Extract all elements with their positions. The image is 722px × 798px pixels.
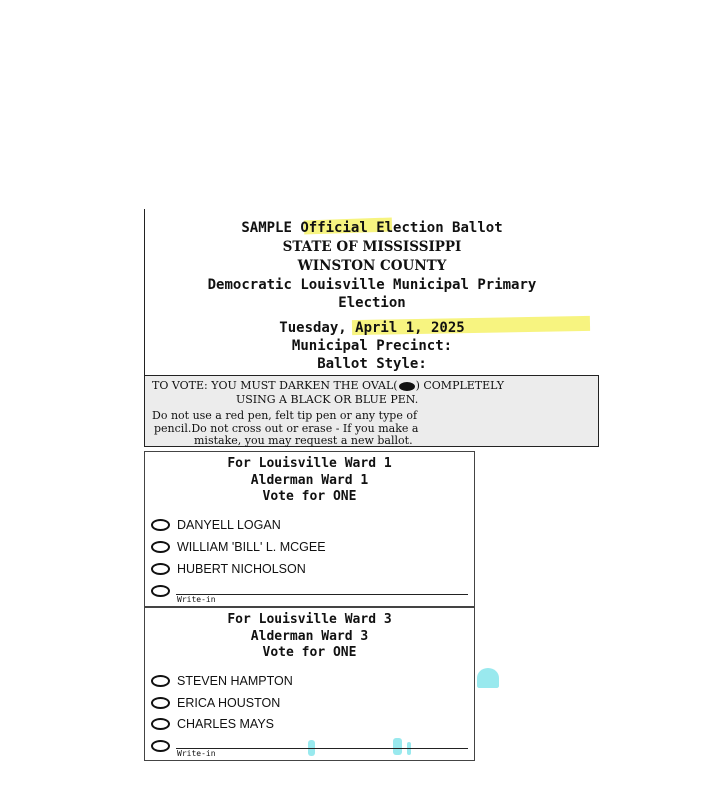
filled-oval-icon xyxy=(399,382,415,391)
candidate-option[interactable] xyxy=(151,516,281,534)
candidate-option[interactable] xyxy=(151,694,280,712)
county-name: WINSTON COUNTY xyxy=(297,258,447,274)
writein-option[interactable] xyxy=(151,582,177,600)
instruction-line-2: USING A BLACK OR BLUE PEN. xyxy=(236,393,419,406)
instruction-line-5: mistake, you may request a new ballot. xyxy=(194,434,413,447)
writein-line[interactable] xyxy=(176,748,468,749)
instruction-line-3: Do not use a red pen, felt tip pen or any type of xyxy=(152,409,418,422)
contest-vote-for: Vote for ONE xyxy=(262,645,357,660)
writein-line[interactable] xyxy=(176,594,468,595)
vote-oval[interactable] xyxy=(151,697,170,709)
precinct-label: Municipal Precinct: xyxy=(291,338,453,354)
vote-oval[interactable] xyxy=(151,718,170,730)
candidate-option[interactable] xyxy=(151,672,293,690)
stray-mark xyxy=(477,668,499,688)
candidate-option[interactable] xyxy=(151,715,274,733)
candidate-option[interactable] xyxy=(151,538,326,556)
vote-oval[interactable] xyxy=(151,563,170,575)
contest-title: For Louisville Ward 3 xyxy=(227,612,392,627)
candidate-name: DANYELL LOGAN xyxy=(177,518,281,532)
candidate-option[interactable] xyxy=(151,560,306,578)
contest-vote-for: Vote for ONE xyxy=(262,489,357,504)
contest-ward-1 xyxy=(144,451,475,607)
writein-label: Write-in xyxy=(177,595,216,604)
candidate-name: STEVEN HAMPTON xyxy=(177,674,293,688)
writein-label: Write-in xyxy=(177,749,216,758)
contest-office: Alderman Ward 3 xyxy=(250,629,369,644)
vote-oval[interactable] xyxy=(151,585,170,597)
ballot-header xyxy=(144,209,599,375)
contest-office: Alderman Ward 1 xyxy=(250,473,369,488)
writein-option[interactable] xyxy=(151,737,177,755)
candidate-name: HUBERT NICHOLSON xyxy=(177,562,306,576)
election-name-line2: Election xyxy=(338,295,406,311)
ballot-title: SAMPLE Official Election Ballot xyxy=(241,220,503,236)
vote-oval[interactable] xyxy=(151,519,170,531)
vote-oval[interactable] xyxy=(151,541,170,553)
vote-oval[interactable] xyxy=(151,740,170,752)
instruction-line-1: TO VOTE: YOU MUST DARKEN THE OVAL( ) COMPLETELY xyxy=(152,379,505,392)
instruction-line-4: pencil.Do not cross out or erase - If you make a xyxy=(154,422,419,435)
ballot-style-label: Ballot Style: xyxy=(317,356,427,372)
election-name-line1: Democratic Louisville Municipal Primary xyxy=(207,277,537,293)
voting-instructions xyxy=(144,375,599,447)
candidate-name: CHARLES MAYS xyxy=(177,717,275,731)
candidate-name: WILLIAM 'BILL' L. MCGEE xyxy=(177,540,326,554)
contest-ward-3 xyxy=(144,607,475,761)
candidate-name: ERICA HOUSTON xyxy=(177,696,281,710)
contest-title: For Louisville Ward 1 xyxy=(227,456,392,471)
state-name: STATE OF MISSISSIPPI xyxy=(282,239,462,255)
election-date: Tuesday, April 1, 2025 xyxy=(279,320,465,336)
vote-oval[interactable] xyxy=(151,675,170,687)
